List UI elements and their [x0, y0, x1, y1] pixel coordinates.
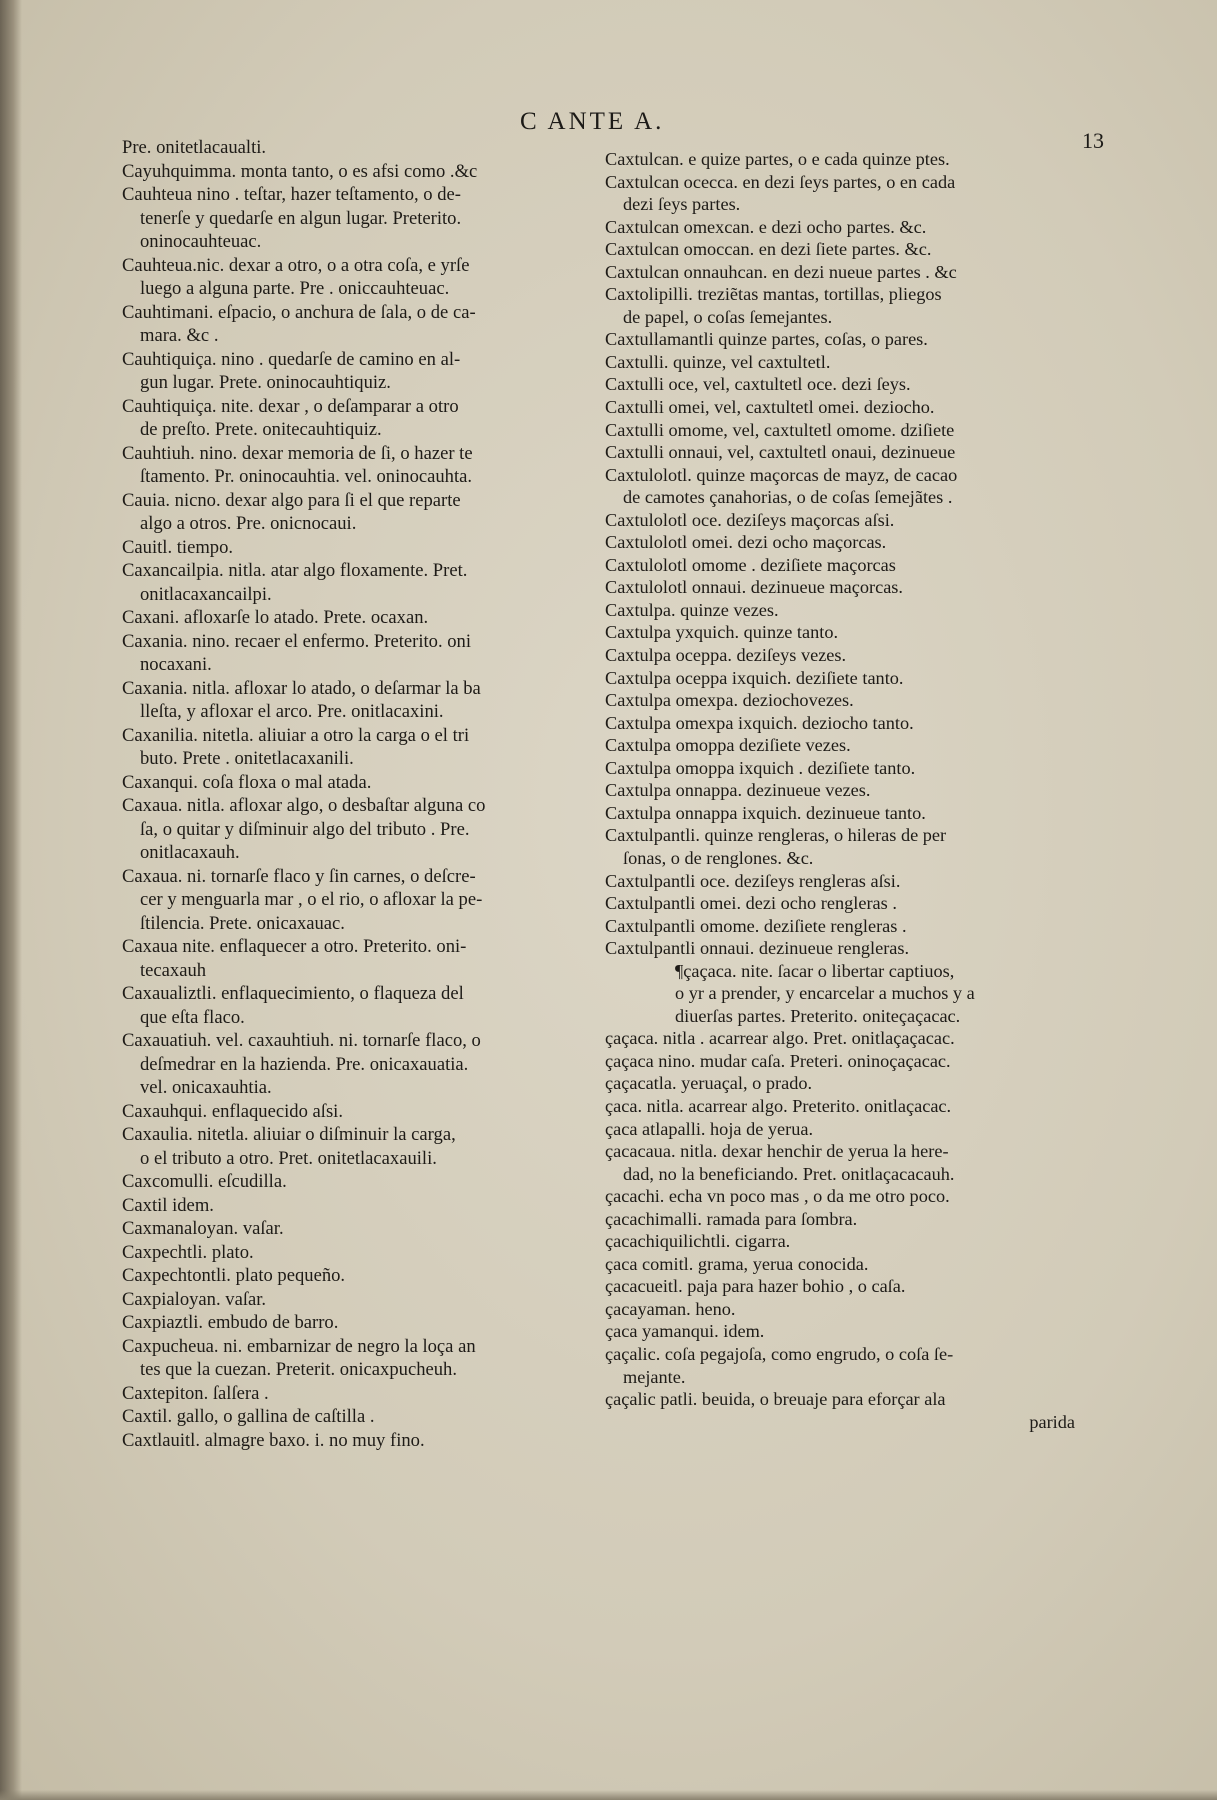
- dictionary-entry-line: Caxtolipilli. treziẽtas mantas, tortillas, pliegos: [605, 284, 942, 305]
- dictionary-entry-line: Caxpechtontli. plato pequeño.: [122, 1265, 346, 1286]
- dictionary-entry-line: Caxtulolotl. quinze maçorcas de mayz, de cacao: [605, 464, 958, 485]
- dictionary-entry-line: Caxaualiztli. enflaquecimiento, o flaqueza del: [122, 983, 464, 1004]
- dictionary-entry-line: Caxtlauitl. almagre baxo. i. no muy fino.: [122, 1429, 425, 1451]
- entry-continuation-line: ſtilencia. Prete. onicaxauac.: [140, 912, 345, 934]
- dictionary-entry-line: çaçacatla. yeruaçal, o prado.: [605, 1073, 813, 1094]
- dictionary-entry-line: Pre. onitetlacaualti.: [122, 137, 267, 158]
- dictionary-entry-line: Caxtulolotl oce. deziſeys maçorcas aſsi.: [605, 509, 895, 530]
- dictionary-entry-line: ¶çaçaca. nite. ſacar o libertar captiuos,: [675, 960, 955, 981]
- dictionary-entry-line: Caxaua nite. enflaquecer a otro. Preterito. oni-: [122, 936, 467, 957]
- dictionary-entry-line: çacacueitl. paja para hazer bohio , o caſa.: [605, 1276, 906, 1297]
- dictionary-entry-line: Caxtulpantli oce. deziſeys rengleras aſsi.: [605, 870, 901, 891]
- entry-continuation-line: tes que la cuezan. Preterit. onicaxpucheuh.: [140, 1359, 457, 1380]
- dictionary-entry-line: Caxtil idem.: [122, 1194, 214, 1216]
- entry-continuation-line: cer y menguarla mar , o el rio, o afloxar la pe-: [140, 889, 483, 910]
- dictionary-entry-line: çaca comitl. grama, yerua conocida.: [605, 1253, 869, 1274]
- entry-continuation-line: onitlacaxauh.: [140, 842, 240, 863]
- dictionary-entry-line: çaçalic patli. beuida, o breuaje para eforçar ala: [605, 1389, 946, 1410]
- dictionary-entry-line: Caxpechtli. plato.: [122, 1241, 254, 1263]
- dictionary-entry-line: Caxaua. nitla. afloxar algo, o desbaſtar alguna co: [122, 795, 486, 816]
- dictionary-entry-line: Caxpucheua. ni. embarnizar de negro la loça an: [122, 1335, 476, 1357]
- entry-continuation-line: o el tributo a otro. Pret. onitetlacaxauili.: [140, 1147, 437, 1169]
- right-column: [605, 148, 1105, 1433]
- dictionary-entry-line: Caxtulpa omexpa ixquich. deziocho tanto.: [605, 712, 914, 733]
- dictionary-entry-line: Caxtulcan ocecca. en dezi ſeys partes, o en cada: [605, 171, 956, 192]
- dictionary-entry-line: Caxauatiuh. vel. caxauhtiuh. ni. tornarſe flaco, o: [122, 1030, 481, 1051]
- dictionary-entry-line: Caxtulpa omoppa deziſiete vezes.: [605, 735, 851, 756]
- dictionary-entry-line: Caxtulli omome, vel, caxtultetl omome. dziſiete: [605, 419, 955, 440]
- dictionary-entry-line: Cauhteua.nic. dexar a otro, o a otra coſa, e yrſe: [122, 254, 470, 276]
- dictionary-entry-line: Cayuhquimma. monta tanto, o es afsi como .&c: [122, 160, 478, 182]
- dictionary-entry-line: Cauhtiuh. nino. dexar memoria de ſi, o hazer te: [122, 442, 473, 464]
- dictionary-entry-line: Caxtulpa onnappa ixquich. dezinueue tanto.: [605, 802, 926, 823]
- dictionary-entry-line: Caxtulpa yxquich. quinze tanto.: [605, 622, 839, 643]
- entry-continuation-line: algo a otros. Pre. onicnocaui.: [140, 513, 357, 534]
- dictionary-entry-line: Caxania. nitla. afloxar lo atado, o deſarmar la ba: [122, 677, 481, 699]
- dictionary-entry-line: Caxtulolotl omei. dezi ocho maçorcas.: [605, 532, 887, 553]
- dictionary-entry-line: Caxtulolotl onnaui. dezinueue maçorcas.: [605, 577, 903, 598]
- dictionary-entry-line: Caxania. nino. recaer el enfermo. Preterito. oni: [122, 630, 472, 652]
- dictionary-entry-line: çaca yamanqui. idem.: [605, 1321, 765, 1342]
- dictionary-entry-line: Caxtulpantli. quinze rengleras, o hileras de per: [605, 825, 947, 846]
- dictionary-entry-line: diuerſas partes. Preterito. oniteçaçacac.: [675, 1005, 961, 1026]
- dictionary-entry-line: Caxtulcan omexcan. e dezi ocho partes. &c.: [605, 216, 927, 237]
- entry-continuation-line: de camotes çanahorias, o de coſas ſemejãtes .: [623, 487, 953, 508]
- dictionary-entry-line: Caxtulli omei, vel, caxtultetl omei. deziocho.: [605, 397, 935, 418]
- entry-continuation-line: de preſto. Prete. onitecauhtiquiz.: [140, 419, 382, 440]
- entry-continuation-line: mejante.: [623, 1366, 686, 1387]
- dictionary-entry-line: Caxanilia. nitetla. aliuiar a otro la carga o el tri: [122, 724, 470, 746]
- running-header: C ANTE A.: [520, 108, 665, 135]
- dictionary-entry-line: Cauhtiquiça. nite. dexar , o deſamparar a otro: [122, 395, 459, 417]
- dictionary-entry-line: Caxaulia. nitetla. aliuiar o diſminuir la carga,: [122, 1124, 456, 1145]
- left-column: [122, 136, 600, 1452]
- dictionary-entry-line: Caxani. afloxarſe lo atado. Prete. ocaxan.: [122, 607, 429, 628]
- entry-continuation-line: nocaxani.: [140, 654, 212, 675]
- entry-continuation-line: onitlacaxancailpi.: [140, 583, 272, 605]
- dictionary-entry-line: Cauhtiquiça. nino . quedarſe de camino en al-: [122, 348, 461, 370]
- entry-continuation-line: oninocauhteuac.: [140, 231, 262, 252]
- dictionary-entry-line: Caxtullamantli quinze partes, coſas, o pares.: [605, 329, 928, 350]
- entry-continuation-line: ſtamento. Pr. oninocauhtia. vel. oninocauhta.: [140, 466, 473, 487]
- dictionary-entry-line: Caxtulcan onnauhcan. en dezi nueue partes . &c: [605, 261, 957, 282]
- entry-continuation-line: lleſta, y afloxar el arco. Pre. onitlacaxini.: [140, 701, 444, 722]
- dictionary-entry-line: Caxanqui. coſa floxa o mal atada.: [122, 771, 372, 793]
- dictionary-entry-line: Caxtulpantli omei. dezi ocho rengleras .: [605, 893, 897, 914]
- dictionary-entry-line: Caxtulpa oceppa ixquich. deziſiete tanto.: [605, 667, 904, 688]
- entry-continuation-line: que eſta flaco.: [140, 1006, 245, 1028]
- folio-number: 13: [1082, 128, 1104, 153]
- dictionary-entry-line: Caxtulli oce, vel, caxtultetl oce. dezi ſeys.: [605, 374, 911, 395]
- dictionary-entry-line: çacacaua. nitla. dexar henchir de yerua la here-: [605, 1141, 949, 1162]
- dictionary-entry-line: parida: [1029, 1411, 1075, 1432]
- dictionary-entry-line: Caxpiaztli. embudo de barro.: [122, 1312, 339, 1333]
- dictionary-entry-line: Caxtulpantli omome. deziſiete rengleras .: [605, 915, 907, 936]
- dictionary-entry-line: Caxtulolotl omome . deziſiete maçorcas: [605, 554, 896, 575]
- dictionary-entry-line: Caxtulcan. e quize partes, o e cada quinze ptes.: [605, 149, 950, 169]
- dictionary-entry-line: Caxtulpa onnappa. dezinueue vezes.: [605, 780, 871, 801]
- dictionary-entry-line: Caxtulpa. quinze vezes.: [605, 599, 779, 620]
- entry-continuation-line: vel. onicaxauhtia.: [140, 1077, 272, 1098]
- dictionary-entry-line: Caxtulpantli onnaui. dezinueue rengleras.: [605, 938, 910, 959]
- dictionary-entry-line: çaca atlapalli. hoja de yerua.: [605, 1118, 814, 1139]
- entry-continuation-line: mara. &c .: [140, 325, 219, 346]
- dictionary-entry-line: Caxcomulli. eſcudilla.: [122, 1171, 287, 1192]
- dictionary-entry-line: Caxtulcan omoccan. en dezi ſiete partes. &c.: [605, 239, 932, 260]
- page-edge: [0, 1790, 1217, 1800]
- dictionary-entry-line: Caxaua. ni. tornarſe flaco y ſin carnes, o deſcre-: [122, 865, 476, 887]
- dictionary-entry-line: Caxancailpia. nitla. atar algo floxamente. Pret.: [122, 560, 468, 581]
- dictionary-entry-line: çaçalic. coſa pegajoſa, como engrudo, o coſa ſe-: [605, 1343, 954, 1364]
- dictionary-entry-line: Caxmanaloyan. vaſar.: [122, 1218, 284, 1239]
- entry-continuation-line: de papel, o coſas ſemejantes.: [623, 306, 833, 327]
- dictionary-entry-line: Caxtulpa omoppa ixquich . deziſiete tanto.: [605, 757, 916, 778]
- dictionary-entry-line: çacachiquilichtli. cigarra.: [605, 1231, 791, 1252]
- dictionary-entry-line: Cauhteua nino . teſtar, hazer teſtamento, o de-: [122, 184, 461, 205]
- entry-continuation-line: gun lugar. Prete. oninocauhtiquiz.: [140, 372, 391, 393]
- entry-continuation-line: dad, no la beneficiando. Pret. onitlaçacacauh.: [623, 1163, 955, 1184]
- dictionary-entry-line: Cauitl. tiempo.: [122, 536, 234, 558]
- entry-continuation-line: ſonas, o de renglones. &c.: [623, 847, 814, 868]
- entry-continuation-line: deſmedrar en la hazienda. Pre. onicaxauatia.: [140, 1053, 469, 1075]
- entry-continuation-line: buto. Prete . onitetlacaxanili.: [140, 748, 354, 769]
- dictionary-entry-line: çaçaca. nitla . acarrear algo. Pret. onitlaçaçacac.: [605, 1028, 955, 1049]
- entry-continuation-line: tecaxauh: [140, 959, 207, 981]
- entry-continuation-line: luego a alguna parte. Pre . oniccauhteuac.: [140, 278, 450, 299]
- dictionary-entry-line: çacachimalli. ramada para ſombra.: [605, 1208, 858, 1229]
- dictionary-entry-line: çaca. nitla. acarrear algo. Preterito. onitlaçacac.: [605, 1095, 952, 1116]
- dictionary-entry-line: çacachi. echa vn poco mas , o da me otro poco.: [605, 1186, 950, 1207]
- dictionary-entry-line: o yr a prender, y encarcelar a muchos y a: [675, 983, 975, 1004]
- book-gutter: [0, 0, 22, 1800]
- dictionary-entry-line: Caxtulpa omexpa. deziochovezes.: [605, 690, 854, 711]
- dictionary-entry-line: Caxtulli onnaui, vel, caxtultetl onaui, dezinueue: [605, 442, 956, 463]
- entry-continuation-line: dezi ſeys partes.: [623, 194, 741, 215]
- dictionary-entry-line: çaçaca nino. mudar caſa. Preteri. oninoçaçacac.: [605, 1050, 951, 1071]
- entry-continuation-line: ſa, o quitar y diſminuir algo del tributo . Pre.: [140, 818, 470, 840]
- dictionary-entry-line: Caxtil. gallo, o gallina de caſtilla .: [122, 1406, 375, 1427]
- dictionary-entry-line: Cauhtimani. eſpacio, o anchura de ſala, o de ca-: [122, 301, 476, 323]
- dictionary-entry-line: Caxtulpa oceppa. deziſeys vezes.: [605, 645, 847, 666]
- dictionary-entry-line: Caxtepiton. ſalſera .: [122, 1382, 269, 1404]
- dictionary-entry-line: Caxauhqui. enflaquecido aſsi.: [122, 1100, 343, 1122]
- dictionary-entry-line: Caxtulli. quinze, vel caxtultetl.: [605, 351, 831, 372]
- dictionary-entry-line: Cauia. nicno. dexar algo para ſi el que reparte: [122, 489, 461, 511]
- dictionary-entry-line: Caxpialoyan. vaſar.: [122, 1288, 267, 1310]
- dictionary-entry-line: çacayaman. heno.: [605, 1298, 736, 1319]
- entry-continuation-line: tenerſe y quedarſe en algun lugar. Preterito.: [140, 207, 462, 229]
